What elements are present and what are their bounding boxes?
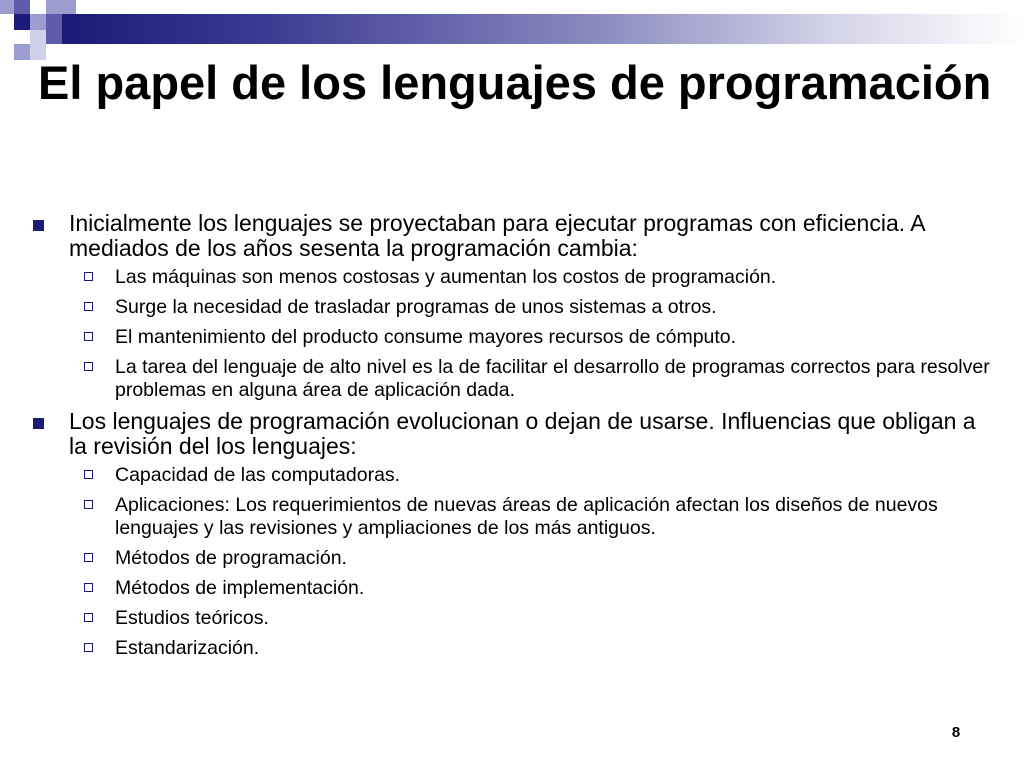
sub-bullet-text: El mantenimiento del producto consume mayores recursos de cómputo. [115, 326, 737, 348]
sub-bullet-text: Estandarización. [115, 637, 260, 659]
sub-bullet-text: Surge la necesidad de trasladar programas de unos sistemas a otros. [115, 296, 717, 318]
square-bullet-icon [33, 418, 44, 429]
hollow-square-bullet-icon [84, 500, 93, 509]
deco-square [14, 44, 30, 60]
hollow-square-bullet-icon [84, 583, 93, 592]
sub-bullet-item [115, 296, 1000, 326]
hollow-square-bullet-icon [84, 470, 93, 479]
bullet-item [69, 409, 984, 464]
hollow-square-bullet-icon [84, 272, 93, 281]
deco-square [62, 14, 75, 44]
deco-square [0, 0, 14, 14]
sub-bullet-item [115, 266, 1000, 296]
sub-bullet-text: Las máquinas son menos costosas y aumentan los costos de programación. [115, 266, 777, 288]
sub-bullet-text: Métodos de programación. [115, 547, 347, 569]
deco-square [30, 14, 46, 30]
hollow-square-bullet-icon [84, 613, 93, 622]
sub-bullet-text: La tarea del lenguaje de alto nivel es la de facilitar el desarrollo de programas correctos para resolver problemas en alguna área de aplicación dada. [115, 356, 990, 401]
header-gradient-bar [75, 14, 1024, 44]
sub-bullet-item [115, 547, 1000, 577]
sub-bullet-item [115, 577, 1000, 607]
square-bullet-icon [33, 220, 44, 231]
deco-square [46, 0, 76, 14]
hollow-square-bullet-icon [84, 643, 93, 652]
bullet-text: Inicialmente los lenguajes se proyectaban para ejecutar programas con eficiencia. A mediados de los años sesenta la programación cambia: [69, 210, 925, 261]
bullet-item [69, 211, 984, 266]
sub-bullet-item [115, 356, 1000, 409]
hollow-square-bullet-icon [84, 362, 93, 371]
sub-bullet-item [115, 326, 1000, 356]
bullet-list [0, 211, 1024, 667]
page-number: 8 [951, 724, 961, 741]
deco-square [14, 0, 30, 14]
deco-square [14, 14, 30, 30]
sub-bullet-text: Capacidad de las computadoras. [115, 464, 401, 486]
sub-bullet-item [115, 464, 1000, 494]
hollow-square-bullet-icon [84, 553, 93, 562]
hollow-square-bullet-icon [84, 332, 93, 341]
sub-bullet-text: Estudios teóricos. [115, 607, 269, 629]
deco-square [46, 14, 62, 44]
sub-bullet-item [115, 607, 1000, 637]
bullet-text: Los lenguajes de programación evolucionan o dejan de usarse. Influencias que obligan a la revisión del los lenguajes: [69, 408, 976, 459]
sub-bullet-text: Métodos de implementación. [115, 577, 365, 599]
sub-bullet-item [115, 637, 1000, 667]
sub-bullet-text: Aplicaciones: Los requerimientos de nuevas áreas de aplicación afectan los diseños de nuevos lenguajes y las revisiones y ampliaciones de los más antiguos. [115, 494, 938, 539]
hollow-square-bullet-icon [84, 302, 93, 311]
sub-bullet-item [115, 494, 1000, 547]
slide-title: El papel de los lenguajes de programación [38, 56, 992, 109]
